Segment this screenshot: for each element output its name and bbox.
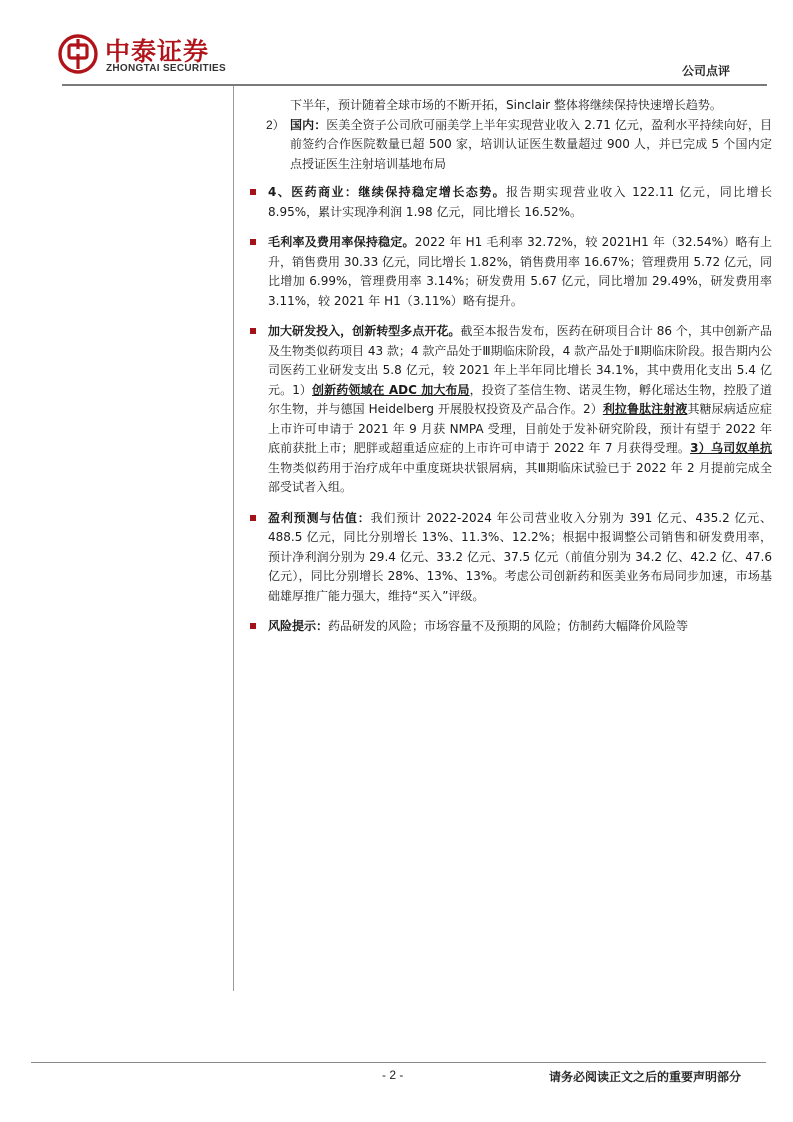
- bullet-text: 药品研发的风险；市场容量不及预期的风险；仿制药大幅降价风险等: [328, 619, 689, 633]
- bullet-square-icon: [250, 515, 256, 521]
- bullet-heading: 盈利预测与估值：: [268, 510, 371, 525]
- bullet-forecast-valuation: [250, 509, 772, 607]
- paragraph-continuation: [250, 96, 772, 116]
- list-item-text: 医美全资子公司欣可丽美学上半年实现营业收入 2.71 亿元，盈利水平持续向好，目前签约合作医院数量已超 500 家，培训认证医生数量超过 900 人，并已完成 5 个国内定点授证医生注射培训基地布局: [290, 117, 772, 171]
- bullet-text: ，投资了荃信生物、诺灵生物，孵化瑶达生物，控股了道尔生物，并与德国 Heidelberg 开展股权投资及产品合作。2）: [268, 382, 772, 416]
- highlight-liraglutide: 利拉鲁肽注射液: [602, 402, 688, 416]
- highlight-ustekinumab: 3）乌司奴单抗: [690, 441, 772, 455]
- bullet-heading: 加大研发投入，创新转型多点开花。: [268, 324, 461, 338]
- bullet-text: 其糖尿病适应症上市许可申请于 2021 年 9 月获 NMPA 受理，目前处于发补研究阶段，预计有望于 2022 年底前获批上市；肥胖或超重适应症的上市许可申请于 2022 年 7 月获得受理。: [268, 402, 772, 455]
- bullet-square-icon: [250, 239, 256, 245]
- bullet-text: 报告期实现营业收入 122.11 亿元，同比增长 8.95%，累计实现净利润 1.98 亿元，同比增长 16.52%。: [268, 185, 772, 219]
- document-type-label: 公司点评: [681, 64, 730, 78]
- zhongtai-logo-icon: [58, 34, 98, 74]
- bullet-pharma-commerce: [250, 183, 772, 222]
- bullet-square-icon: [250, 189, 256, 195]
- bullet-rd-investment: [250, 322, 772, 498]
- footer-disclaimer: 请务必阅读正文之后的重要声明部分: [548, 1070, 741, 1084]
- header-divider: [62, 84, 767, 86]
- bullet-square-icon: [250, 623, 256, 629]
- left-column-divider: [233, 86, 234, 991]
- logo-chinese-name: 中泰证券: [105, 37, 210, 66]
- bullet-heading: 毛利率及费用率保持稳定。: [268, 235, 415, 249]
- page-header: [0, 0, 793, 90]
- list-item-heading: 国内：: [290, 117, 327, 132]
- logo-english-name: ZHONGTAI SECURITIES: [106, 63, 226, 74]
- list-item-number: 2）: [266, 117, 285, 132]
- bullet-text: 截至本报告发布，医药在研项目合计 86 个，其中创新产品及生物类似药项目 43 款；4 款产品处于Ⅲ期临床阶段，4 款产品处于Ⅱ期临床阶段。报告期内公司医药工业研发支出 5.8 亿元，较 2021 年上半年同比增长 34.1%，其中费用化支出 5.4 亿元。1）: [268, 324, 772, 397]
- footer-divider: [31, 1062, 766, 1063]
- report-body: [250, 96, 772, 648]
- highlight-adc: 创新药领域在 ADC 加大布局: [312, 382, 470, 397]
- bullet-margin-expense: [250, 233, 772, 311]
- page-number: - 2 -: [382, 1068, 404, 1082]
- bullet-heading: 4、医药商业：继续保持稳定增长态势。: [268, 185, 507, 199]
- bullet-text: 生物类似药用于治疗成年中重度斑块状银屑病，其Ⅲ期临床试验已于 2022 年 2 月提前完成全部受试者入组。: [268, 460, 772, 494]
- bullet-text: 2022 年 H1 毛利率 32.72%，较 2021H1 年（32.54%）略有上升，销售费用 30.33 亿元，同比增长 1.82%，销售费用率 16.67%；管理费用 5.72 亿元，同比增加 6.99%，管理费用率 3.14%；研发费用 5.67 亿元，同比增加 29.49%，研发费用率 3.11%，较 2021 年 H1（3.11%）略有提升。: [268, 235, 772, 308]
- bullet-risk-warning: [250, 617, 772, 637]
- continuation-text: 下半年，预计随着全球市场的不断开拓，Sinclair 整体将继续保持快速增长趋势。: [290, 98, 722, 112]
- bullet-heading: 风险提示：: [268, 619, 329, 633]
- list-item-domestic: [250, 116, 772, 175]
- bullet-text: 我们预计 2022-2024 年公司营业收入分别为 391 亿元、435.2 亿元、488.5 亿元，同比分别增长 13%、11.3%、12.2%；根据中报调整公司销售和研发费用率，预计净利润分别为 29.4 亿元、33.2 亿元、37.5 亿元（前值分别为 34.2 亿、42.2 亿、47.6 亿元），同比分别增长 28%、13%、13%。考虑公司创新药和医美业务布局同步加速，市场基础雄厚推广能力强大，维持“买入”评级。: [268, 510, 772, 603]
- bullet-square-icon: [250, 328, 256, 334]
